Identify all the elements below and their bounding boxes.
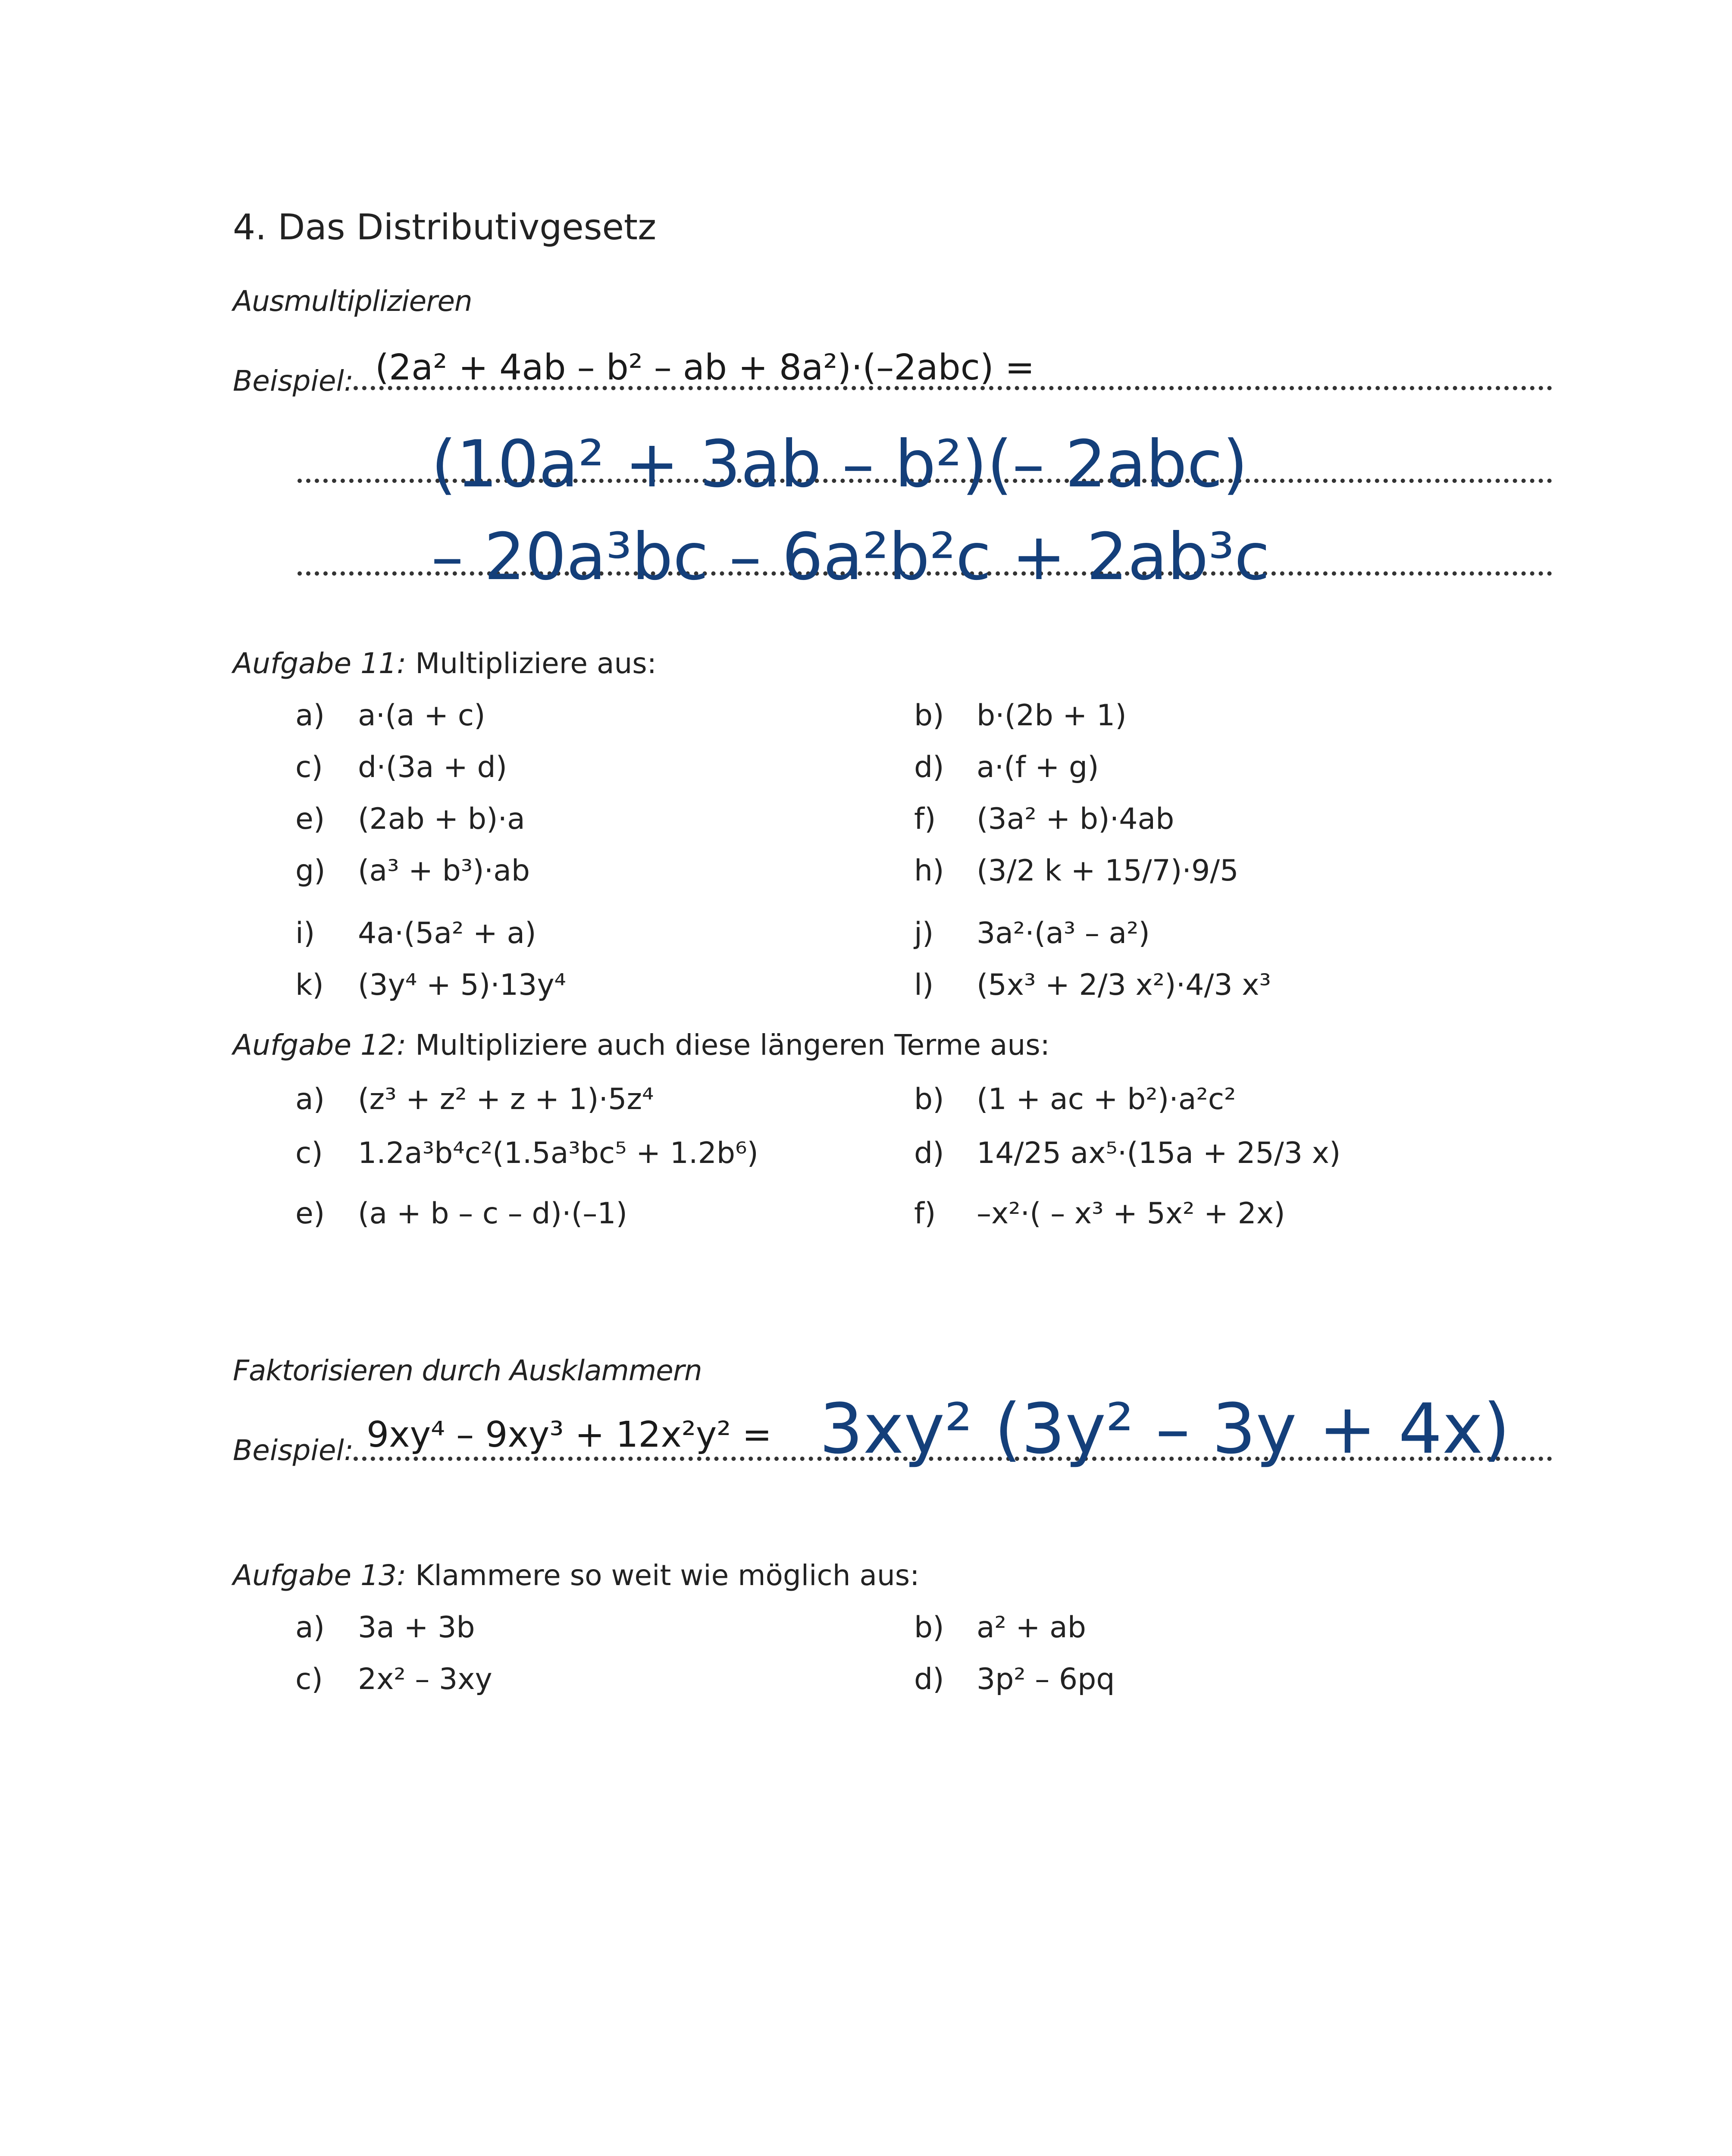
list-item: d) a·(f + g)	[914, 750, 1099, 784]
beispiel-label-1: Beispiel:	[233, 364, 354, 398]
handwritten-answer: 3xy² (3y² – 3y + 4x)	[819, 1388, 1510, 1469]
aufgabe-13-label: Aufgabe 13:	[233, 1559, 407, 1592]
beispiel-label-2: Beispiel:	[233, 1434, 354, 1467]
aufgabe-13-text: Klammere so weit wie möglich aus:	[415, 1559, 920, 1592]
aufgabe-12-text: Multipliziere auch diese längeren Terme aus:	[415, 1028, 1050, 1062]
list-item: g) (a³ + b³)·ab	[295, 854, 530, 888]
list-item: a) (z³ + z² + z + 1)·5z⁴	[295, 1082, 654, 1116]
list-item: k) (3y⁴ + 5)·13y⁴	[295, 968, 566, 1002]
handwritten-step-2: – 20a³bc – 6a²b²c + 2ab³c	[431, 520, 1270, 595]
aufgabe-11-label: Aufgabe 11:	[233, 647, 407, 680]
list-item: e) (a + b – c – d)·(–1)	[295, 1197, 628, 1231]
aufgabe-13-heading	[233, 1559, 919, 1592]
beispiel-expression-2: 9xy⁴ – 9xy³ + 12x²y² =	[366, 1414, 772, 1455]
aufgabe-12-label: Aufgabe 12:	[233, 1028, 407, 1062]
list-item: l) (5x³ + 2/3 x²)·4/3 x³	[914, 968, 1271, 1002]
list-item: i) 4a·(5a² + a)	[295, 916, 536, 950]
list-item: e) (2ab + b)·a	[295, 802, 525, 836]
list-item: b) b·(2b + 1)	[914, 699, 1127, 733]
list-item: d) 3p² – 6pq	[914, 1662, 1115, 1696]
list-item: f) –x²·( – x³ + 5x² + 2x)	[914, 1197, 1285, 1231]
section-title: 4. Das Distributivgesetz	[233, 207, 657, 248]
list-item: j) 3a²·(a³ – a²)	[914, 916, 1150, 950]
list-item: c) 2x² – 3xy	[295, 1662, 492, 1696]
aufgabe-12-heading	[233, 1028, 1050, 1062]
list-item: f) (3a² + b)·4ab	[914, 802, 1175, 836]
beispiel-expression-1: (2a² + 4ab – b² – ab + 8a²)·(–2abc) =	[375, 347, 1035, 388]
list-item: b) a² + ab	[914, 1611, 1086, 1645]
list-item: h) (3/2 k + 15/7)·9/5	[914, 854, 1239, 888]
list-item: a) a·(a + c)	[295, 699, 485, 733]
handwritten-step-1: (10a² + 3ab – b²)(– 2abc)	[431, 427, 1248, 502]
list-item: c) d·(3a + d)	[295, 750, 507, 784]
list-item: a) 3a + 3b	[295, 1611, 475, 1645]
list-item: c) 1.2a³b⁴c²(1.5a³bc⁵ + 1.2b⁶)	[295, 1136, 758, 1170]
heading-faktorisieren: Faktorisieren durch Ausklammern	[233, 1354, 702, 1387]
list-item: d) 14/25 ax⁵·(15a + 25/3 x)	[914, 1136, 1341, 1170]
aufgabe-11-heading	[233, 647, 657, 680]
aufgabe-11-text: Multipliziere aus:	[415, 647, 657, 680]
heading-ausmultiplizieren: Ausmultiplizieren	[233, 285, 472, 318]
list-item: b) (1 + ac + b²)·a²c²	[914, 1082, 1236, 1116]
